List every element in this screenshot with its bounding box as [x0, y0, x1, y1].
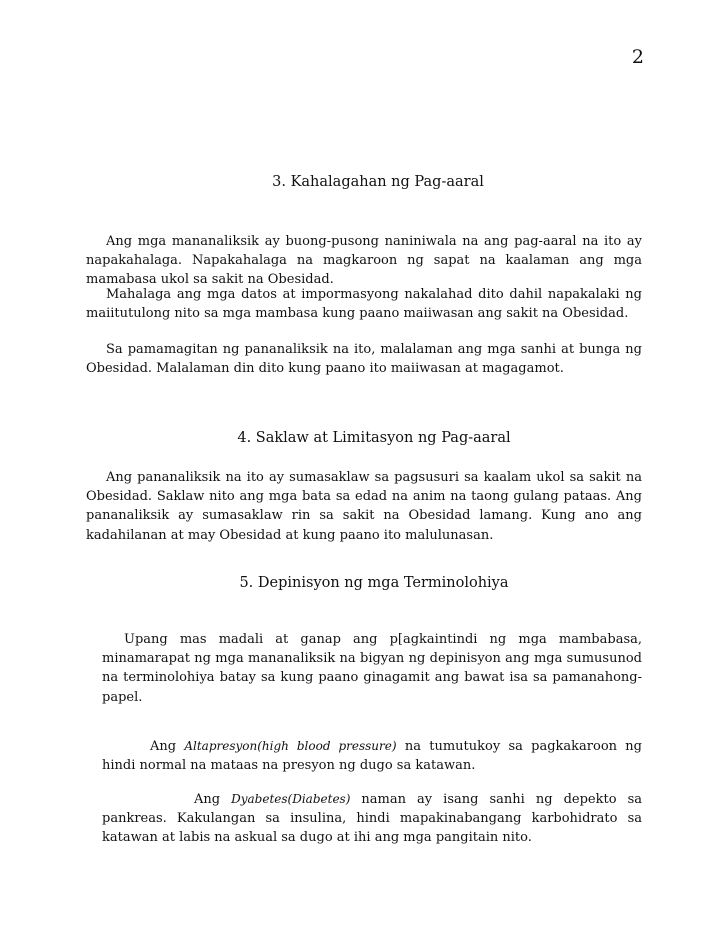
term-text: na tumutukoy sa pagkakaroon ng hindi normal na mataas na presyon ng dugo sa katawan.: [102, 739, 642, 774]
term-definition: [102, 737, 642, 775]
term-name: Altapresyon(high blood pressure): [184, 739, 397, 753]
term-text: naman ay isang sanhi ng depekto sa pankreas. Kakulangan sa insulina, hindi mapakinabangang karbohidrato sa katawan at labis na askual sa dugo at ihi ang mga pangitain nito.: [102, 792, 642, 846]
paragraph: Ang pananaliksik na ito ay sumasaklaw sa pagsusuri sa kaalam ukol sa sakit na Obesidad. Saklaw nito ang mga bata sa edad na anim na taong gulang pataas. Ang pananaliksik ay sumasaklaw rin sa sakit na Obesidad lamang. Kung ano ang kadahilanan at may Obesidad at kung paano ito malulunasan.: [86, 470, 642, 543]
term-prefix: Ang: [194, 792, 232, 807]
paragraph: Mahalaga ang mga datos at impormasyong nakalahad dito dahil napakalaki ng maiitutulong nito sa mga mambasa kung paano maiiwasan ang sakit na Obesidad.: [86, 287, 642, 322]
term-prefix: Ang: [150, 739, 185, 754]
page-number: 2: [631, 46, 644, 68]
section-heading-depinisyon: 5. Depinisyon ng mga Terminolohiya: [239, 575, 509, 591]
section-heading-kahalagahan: 3. Kahalagahan ng Pag-aaral: [272, 174, 484, 190]
paragraph: Ang mga mananaliksik ay buong-pusong naniniwala na ang pag-aaral na ito ay napakahalaga. Napakahalaga na magkaroon ng sapat na kaalaman ang mga mamabasa ukol sa sakit na Obesidad.: [86, 234, 642, 288]
term-name: Dyabetes(Diabetes): [231, 792, 351, 806]
paragraph: Upang mas madali at ganap ang p[agkaintindi ng mga mambabasa, minamarapat ng mga mananaliksik na bigyan ng depinisyon ang mga sumusunod na terminolohiya batay sa kung paano ginagamit ang bawat isa sa pamanahong-papel.: [102, 632, 642, 705]
paragraph: Sa pamamagitan ng pananaliksik na ito, malalaman ang mga sanhi at bunga ng Obesidad. Malalaman din dito kung paano ito maiiwasan at magagamot.: [86, 342, 642, 377]
section-heading-saklaw: 4. Saklaw at Limitasyon ng Pag-aaral: [237, 430, 511, 446]
term-definition: [102, 790, 642, 848]
